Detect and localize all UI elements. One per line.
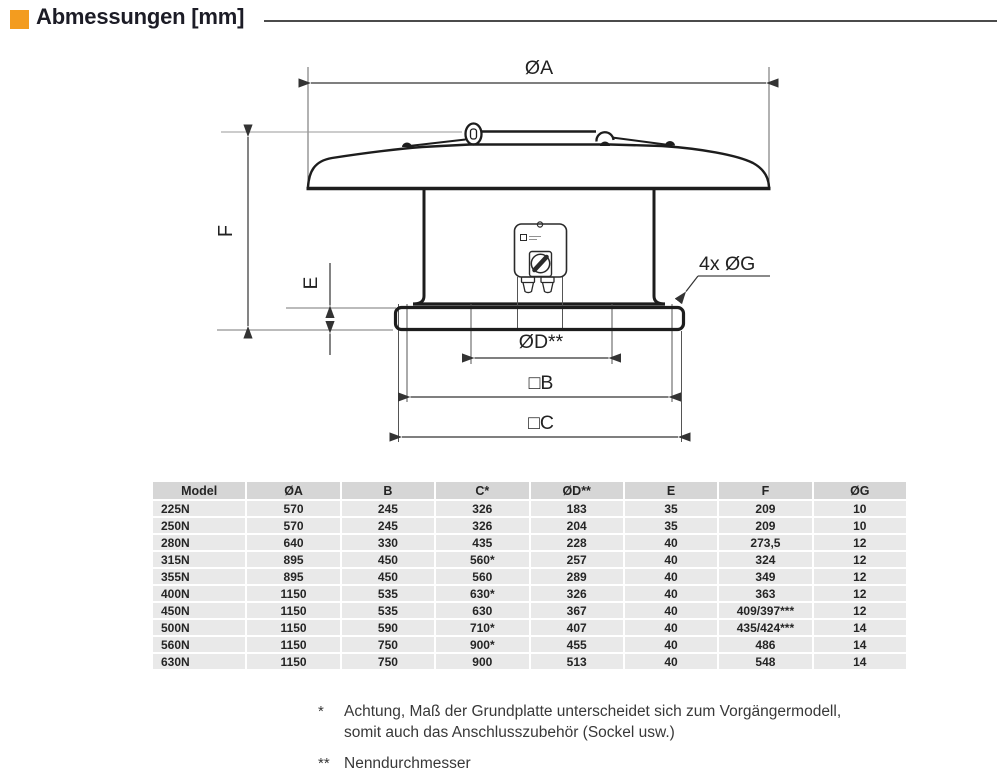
cell-model: 250N (153, 518, 245, 533)
footnotes (318, 701, 918, 774)
footnote-text: Achtung, Maß der Grundplatte unterscheidet sich zum Vorgängermodell, somit auch das Anschlusszubehör (Sockel usw.) (344, 703, 842, 741)
title-rule (264, 20, 997, 22)
cell: 183 (531, 501, 623, 516)
cell: 12 (814, 603, 906, 618)
cell: 10 (814, 518, 906, 533)
footnote (318, 701, 918, 743)
cell: 273,5 (719, 535, 811, 550)
cell: 14 (814, 654, 906, 669)
hood-outline (308, 145, 769, 188)
cell: 330 (342, 535, 434, 550)
footnote-text: Nenndurchmesser (344, 755, 471, 772)
cell: 209 (719, 501, 811, 516)
cell: 435/424*** (719, 620, 811, 635)
cell: 257 (531, 552, 623, 567)
cell: 1150 (247, 586, 339, 601)
cell: 590 (342, 620, 434, 635)
column-header: ØG (814, 482, 906, 499)
dim-label-e: E (301, 276, 322, 290)
cell: 326 (436, 518, 528, 533)
footnote-marker: * (318, 703, 324, 720)
cell: 900* (436, 637, 528, 652)
cell-model: 500N (153, 620, 245, 635)
cable-gland-icon (522, 277, 535, 293)
cell: 35 (625, 518, 717, 533)
cell: 40 (625, 603, 717, 618)
dimension-d (475, 331, 609, 358)
lifting-eyelet-icon (596, 132, 613, 141)
table-row (153, 552, 906, 567)
fan-hood (307, 124, 771, 189)
cell: 14 (814, 620, 906, 635)
table-row (153, 620, 906, 635)
dimension-a (308, 57, 769, 185)
cell: 455 (531, 637, 623, 652)
base-plate (396, 308, 684, 330)
cell: 1150 (247, 637, 339, 652)
cell: 435 (436, 535, 528, 550)
footnote-marker: ** (318, 755, 330, 772)
cell: 900 (436, 654, 528, 669)
column-header: C* (436, 482, 528, 499)
cell: 548 (719, 654, 811, 669)
cell: 409/397*** (719, 603, 811, 618)
cell-model: 315N (153, 552, 245, 567)
cell: 560 (436, 569, 528, 584)
title-bullet (10, 10, 29, 29)
cell: 630 (436, 603, 528, 618)
cell: 895 (247, 552, 339, 567)
cell: 209 (719, 518, 811, 533)
dim-label-g: 4x ØG (699, 253, 756, 275)
cell-model: 355N (153, 569, 245, 584)
table-row (153, 569, 906, 584)
cell: 12 (814, 586, 906, 601)
column-header: ØD** (531, 482, 623, 499)
cell-model: 560N (153, 637, 245, 652)
cell: 12 (814, 535, 906, 550)
dimension-e (286, 263, 396, 355)
cell: 324 (719, 552, 811, 567)
cell: 630* (436, 586, 528, 601)
cell: 349 (719, 569, 811, 584)
cell: 204 (531, 518, 623, 533)
cable-gland-icon (541, 277, 554, 293)
cell: 40 (625, 535, 717, 550)
cell-model: 450N (153, 603, 245, 618)
footnote (318, 753, 918, 774)
column-header: Model (153, 482, 245, 499)
cell: 407 (531, 620, 623, 635)
terminal-box (515, 222, 567, 329)
lifting-eyelet-icon (466, 124, 482, 145)
dimension-b (411, 372, 669, 397)
dimension-c (402, 412, 678, 437)
cell: 450 (342, 569, 434, 584)
cell-model: 225N (153, 501, 245, 516)
cell: 640 (247, 535, 339, 550)
table-row (153, 637, 906, 652)
cell: 363 (719, 586, 811, 601)
cell: 289 (531, 569, 623, 584)
cell: 535 (342, 586, 434, 601)
cell: 1150 (247, 603, 339, 618)
table-row (153, 535, 906, 550)
dimensions-table (151, 480, 908, 671)
dim-label-d: ØD** (518, 331, 564, 353)
mounting-holes-callout (686, 253, 770, 292)
cell: 710* (436, 620, 528, 635)
dim-label-f: F (215, 224, 237, 238)
column-header: B (342, 482, 434, 499)
table-row (153, 518, 906, 533)
table-row (153, 654, 906, 669)
cell: 750 (342, 637, 434, 652)
cell-model: 630N (153, 654, 245, 669)
cell: 40 (625, 620, 717, 635)
cell: 1150 (247, 620, 339, 635)
cell: 570 (247, 518, 339, 533)
cell: 750 (342, 654, 434, 669)
cell-model: 400N (153, 586, 245, 601)
cell: 560* (436, 552, 528, 567)
cell: 12 (814, 552, 906, 567)
cell: 40 (625, 569, 717, 584)
dim-label-c: □C (528, 412, 554, 434)
cell: 367 (531, 603, 623, 618)
cell: 40 (625, 637, 717, 652)
table-row (153, 603, 906, 618)
column-header: ØA (247, 482, 339, 499)
cell: 35 (625, 501, 717, 516)
column-header: E (625, 482, 717, 499)
dim-label-a: ØA (524, 57, 554, 79)
cell: 895 (247, 569, 339, 584)
cell: 40 (625, 552, 717, 567)
cell: 228 (531, 535, 623, 550)
table-row (153, 501, 906, 516)
cell: 513 (531, 654, 623, 669)
cell-model: 280N (153, 535, 245, 550)
cell: 1150 (247, 654, 339, 669)
cell: 245 (342, 518, 434, 533)
cell: 10 (814, 501, 906, 516)
cell: 40 (625, 586, 717, 601)
cell: 570 (247, 501, 339, 516)
page-title: Abmessungen [mm] (36, 4, 245, 29)
fan-dimension-diagram (0, 40, 1000, 460)
cell: 326 (436, 501, 528, 516)
column-header: F (719, 482, 811, 499)
cell: 40 (625, 654, 717, 669)
cell: 14 (814, 637, 906, 652)
cell: 326 (531, 586, 623, 601)
cell: 486 (719, 637, 811, 652)
dim-label-b: □B (528, 372, 554, 394)
cell: 12 (814, 569, 906, 584)
table-row (153, 586, 906, 601)
table-header-row (153, 482, 906, 499)
cell: 450 (342, 552, 434, 567)
cell: 535 (342, 603, 434, 618)
cell: 245 (342, 501, 434, 516)
